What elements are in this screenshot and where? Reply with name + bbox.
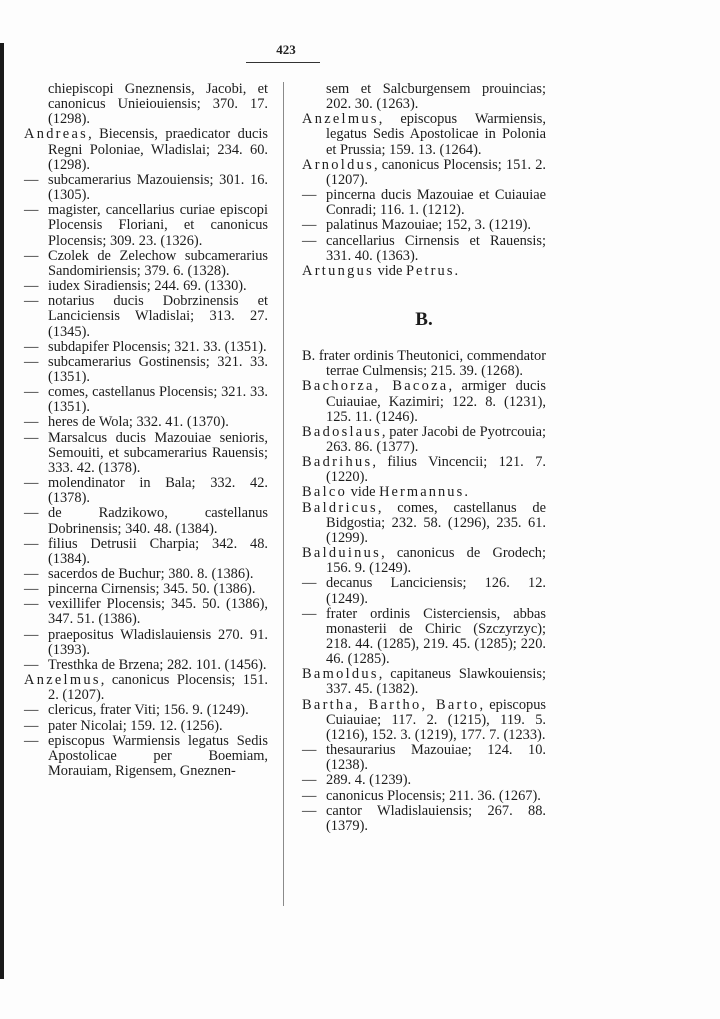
entry-headword: Bachorza, Bacoza xyxy=(302,378,449,395)
index-subentry xyxy=(24,249,268,279)
index-subentry xyxy=(24,385,268,415)
index-subentry xyxy=(24,597,268,627)
index-subentry xyxy=(24,340,268,355)
header-rule xyxy=(246,62,320,63)
entry-text: , armiger ducis Cuiauiae, Kazimiri; 122. 8. (1231), 125. 11. (1246). xyxy=(326,378,547,425)
index-entry xyxy=(302,455,546,485)
left-column xyxy=(24,82,268,779)
entry-dash: — xyxy=(302,575,317,592)
entry-text: magister, cancellarius curiae episcopi Plocensis Floriani, et canonicus Plocensis; 309. 23. (1326). xyxy=(48,202,268,249)
entry-text: , Biecensis, praedicator ducis Regni Poloniae, Wladislai; 234. 60. (1298). xyxy=(48,126,268,173)
index-subentry xyxy=(302,576,546,606)
index-entry xyxy=(302,667,546,697)
index-subentry xyxy=(24,628,268,658)
xref-text: vide xyxy=(373,262,406,279)
index-subentry xyxy=(24,582,268,597)
entry-text: iudex Siradiensis; 244. 69. (1330). xyxy=(48,278,247,295)
index-subentry xyxy=(24,279,268,294)
entry-headword: Bamoldus xyxy=(302,666,379,683)
entry-text: cantor Wladislauiensis; 267. 88. (1379). xyxy=(326,802,546,834)
index-entry xyxy=(302,379,546,424)
entry-text: , episcopus Warmiensis, legatus Sedis Apostolicae in Polonia et Prussia; 159. 13. (1264). xyxy=(326,111,546,158)
index-subentry xyxy=(24,719,268,734)
entry-dash: — xyxy=(302,217,317,234)
right-column-b-entries xyxy=(302,349,546,834)
entry-dash: — xyxy=(24,429,39,446)
xref-target: Hermannus xyxy=(379,484,465,501)
entry-text: palatinus Mazouiae; 152, 3. (1219). xyxy=(326,217,532,234)
index-subentry xyxy=(302,789,546,804)
index-subentry xyxy=(302,234,546,264)
xref-end: . xyxy=(454,262,459,279)
entry-dash: — xyxy=(24,278,39,295)
index-continuation xyxy=(24,82,268,127)
column-divider xyxy=(283,82,284,906)
entry-dash: — xyxy=(24,384,39,401)
entry-text: Czolek de Zelechow subcamerarius Sandomiriensis; 379. 6. (1328). xyxy=(48,247,268,279)
entry-text: , canonicus de Grodech; 156. 9. (1249). xyxy=(326,545,546,577)
index-subentry xyxy=(302,773,546,788)
index-subentry xyxy=(302,743,546,773)
entry-text: sacerdos de Buchur; 380. 8. (1386). xyxy=(48,566,254,582)
entry-text: subdapifer Plocensis; 321. 33. (1351). xyxy=(48,338,267,355)
entry-dash: — xyxy=(302,787,317,804)
index-entry xyxy=(24,127,268,172)
entry-dash: — xyxy=(24,566,39,582)
right-column xyxy=(302,82,546,834)
index-entry xyxy=(302,698,546,743)
index-cross-reference xyxy=(302,264,546,279)
entry-text: pater Nicolai; 159. 12. (1256). xyxy=(48,717,223,734)
entry-text: , canonicus Plocensis; 151. 2. (1207). xyxy=(48,672,268,704)
entry-headword: Bartha, Bartho, Barto xyxy=(302,696,480,713)
entry-text: canonicus Plocensis; 211. 36. (1267). xyxy=(326,787,541,804)
index-entry xyxy=(302,546,546,576)
entry-headword: Artungus xyxy=(302,262,374,279)
entry-text: decanus Lanciciensis; 126. 12. (1249). xyxy=(326,575,546,607)
section-heading: B. xyxy=(415,309,433,331)
entry-dash: — xyxy=(24,247,39,264)
xref-end: . xyxy=(464,484,468,501)
entry-dash: — xyxy=(24,505,39,522)
entry-text: pincerna Cirnensis; 345. 50. (1386). xyxy=(48,581,256,598)
entry-text: Tresthka de Brzena; 282. 101. (1456). xyxy=(48,656,267,673)
entry-text: praepositus Wladislauiensis 270. 91. (1393). xyxy=(48,626,268,658)
entry-headword: Balco xyxy=(302,484,348,501)
entry-text: , pater Jacobi de Pyotrcouia; 263. 86. (1377). xyxy=(326,423,546,455)
entry-text: episcopus Warmiensis legatus Sedis Apostolicae per Boemiam, Morauiam, Rigensem, Gneznen- xyxy=(48,732,268,780)
entry-dash: — xyxy=(24,656,39,673)
entry-dash: — xyxy=(24,535,39,552)
entry-dash: — xyxy=(24,293,39,310)
index-entry xyxy=(302,158,546,188)
entry-text: , canonicus Plocensis; 151. 2. (1207). xyxy=(326,156,546,188)
index-subentry xyxy=(24,173,268,203)
entry-dash: — xyxy=(24,702,39,719)
entry-dash: — xyxy=(302,802,317,819)
entry-dash: — xyxy=(24,353,39,370)
entry-dash: — xyxy=(24,581,39,598)
entry-headword: Badoslaus xyxy=(302,423,382,440)
entry-headword: Anzelmus xyxy=(302,111,379,128)
entry-dash: — xyxy=(302,187,317,204)
entry-headword: Balduinus xyxy=(302,545,382,562)
index-entry xyxy=(302,501,546,546)
entry-dash: — xyxy=(24,732,39,749)
entry-headword: B. xyxy=(302,348,316,365)
entry-dash: — xyxy=(24,171,39,188)
entry-text: filius Detrusii Charpia; 342. 48. (1384). xyxy=(48,535,268,567)
entry-text: vexillifer Plocensis; 345. 50. (1386), 347. 51. (1386). xyxy=(48,596,268,628)
entry-dash: — xyxy=(24,596,39,613)
entry-dash: — xyxy=(302,742,317,759)
index-subentry xyxy=(24,537,268,567)
entry-dash: — xyxy=(302,232,317,249)
entry-text: thesaurarius Mazouiae; 124. 10. (1238). xyxy=(326,742,546,774)
index-continuation xyxy=(302,82,546,112)
index-subentry xyxy=(302,804,546,834)
entry-text: clericus, frater Viti; 156. 9. (1249). xyxy=(48,702,249,719)
entry-dash: — xyxy=(24,717,39,734)
entry-text: comes, castellanus Plocensis; 321. 33. (1351). xyxy=(48,384,268,416)
entry-text: de Radzikowo, castellanus Dobrinensis; 340. 48. (1384). xyxy=(48,505,268,537)
index-subentry xyxy=(24,415,268,430)
index-subentry xyxy=(24,476,268,506)
entry-headword: Arnoldus xyxy=(302,156,374,173)
entry-text: sem et Salcburgensem prouincias; 202. 30. (1263). xyxy=(326,81,546,113)
index-subentry xyxy=(302,188,546,218)
index-subentry xyxy=(24,734,268,779)
entry-dash: — xyxy=(302,605,317,622)
entry-text: frater ordinis Theutonici, commendator terrae Culmensis; 215. 39. (1268). xyxy=(315,348,546,380)
entry-text: subcamerarius Gostinensis; 321. 33. (1351). xyxy=(48,353,268,385)
index-subentry xyxy=(24,203,268,248)
index-entry xyxy=(302,112,546,157)
entry-text: , capitaneus Slawkouiensis; 337. 45. (1382). xyxy=(326,666,546,698)
entry-text: heres de Wola; 332. 41. (1370). xyxy=(48,414,229,431)
index-subentry xyxy=(302,218,546,233)
entry-text: , filius Vincencii; 121. 7. (1220). xyxy=(326,454,546,486)
index-subentry xyxy=(24,567,268,582)
index-subentry xyxy=(24,506,268,536)
index-subentry xyxy=(24,431,268,476)
entry-text: subcamerarius Mazouiensis; 301. 16. (1305). xyxy=(48,171,268,204)
xref-target: Petrus xyxy=(405,262,455,279)
index-subentry xyxy=(302,607,546,668)
right-column-a-entries xyxy=(302,82,546,279)
entry-dash: — xyxy=(24,338,39,355)
index-entry xyxy=(302,349,546,379)
entry-text: , comes, castellanus de Bidgostia; 232. 58. (1296), 235. 61. (1299). xyxy=(326,499,546,546)
index-subentry xyxy=(24,294,268,339)
entry-dash: — xyxy=(24,475,39,492)
index-entry xyxy=(302,425,546,455)
index-subentry xyxy=(24,703,268,718)
entry-text: chiepiscopi Gneznensis, Jacobi, et canonicus Unieiouiensis; 370. 17. (1298). xyxy=(48,81,268,128)
entry-dash: — xyxy=(24,414,39,431)
entry-text: molendinator in Bala; 332. 42. (1378). xyxy=(48,475,268,507)
entry-text: 289. 4. (1239). xyxy=(326,772,412,789)
entry-headword: Badrihus xyxy=(302,454,373,471)
entry-text: pincerna ducis Mazouiae et Cuiauiae Conradi; 116. 1. (1212). xyxy=(326,187,546,219)
entry-text: notarius ducis Dobrzinensis et Lanciciensis Wladislai; 313. 27. (1345). xyxy=(48,293,268,340)
index-cross-reference xyxy=(302,485,546,500)
xref-text: vide xyxy=(347,484,380,501)
entry-dash: — xyxy=(24,626,39,643)
entry-dash: — xyxy=(302,772,317,789)
entry-text: Marsalcus ducis Mazouiae senioris, Semouiti, et subcamerarius Rauensis; 333. 42. (1378). xyxy=(48,429,268,476)
entry-text: frater ordinis Cisterciensis, abbas monasterii de Chiric (Szczyrzyc); 218. 44. (1285), 219. 45. (1285); 220. 46. (1285). xyxy=(326,605,546,668)
index-subentry xyxy=(24,355,268,385)
entry-headword: Andreas xyxy=(24,126,89,143)
entry-text: , episcopus Cuiauiae; 117. 2. (1215), 119. 5. (1216), 152. 3. (1219), 177. 7. (1233). xyxy=(326,696,547,743)
entry-headword: Baldricus xyxy=(302,499,378,516)
page-number: 423 xyxy=(276,42,296,57)
entry-text: cancellarius Cirnensis et Rauensis; 331. 40. (1363). xyxy=(326,232,546,264)
entry-dash: — xyxy=(24,202,39,219)
scan-border xyxy=(0,43,4,979)
entry-headword: Anzelmus xyxy=(24,672,101,689)
index-entry xyxy=(24,673,268,703)
index-subentry xyxy=(24,658,268,673)
